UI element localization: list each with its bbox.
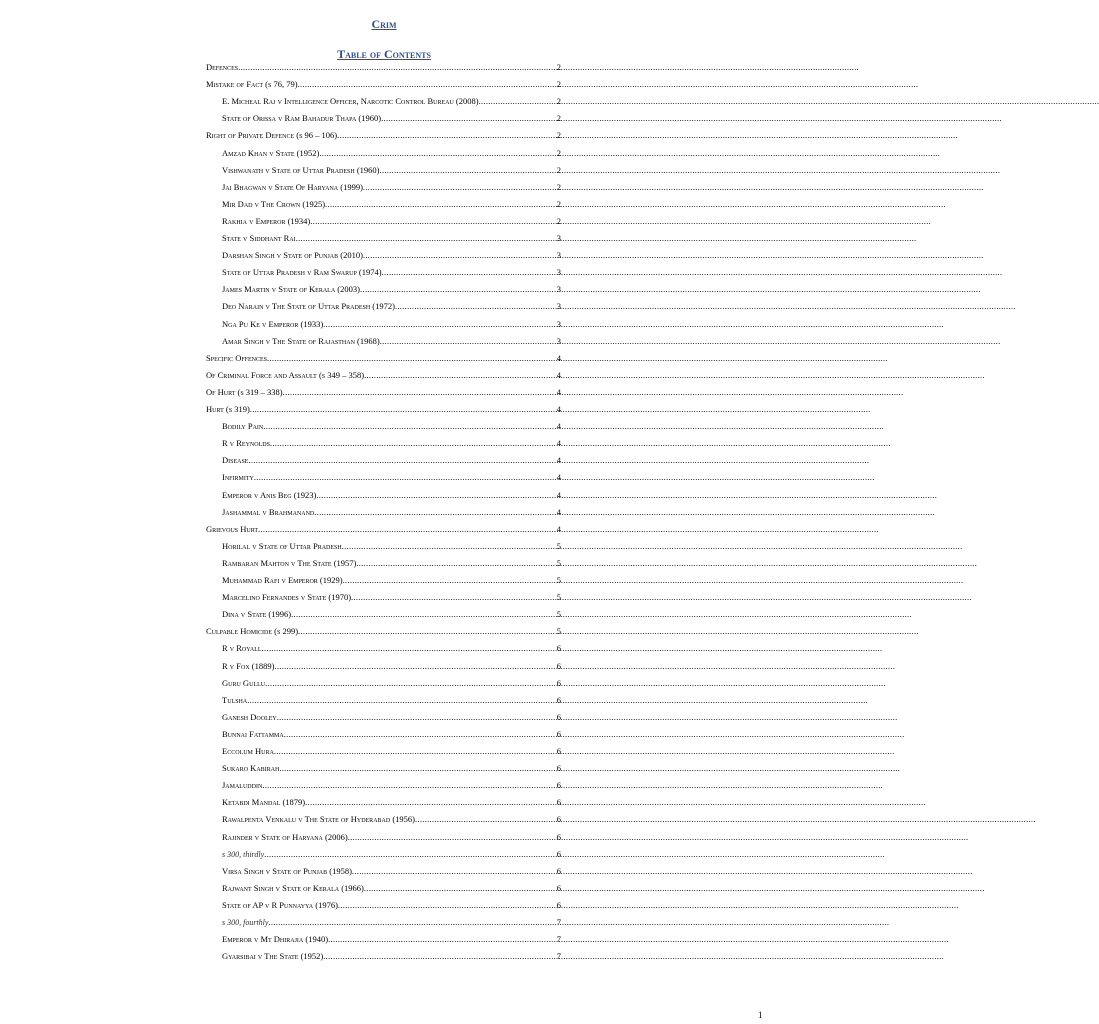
- toc-entry[interactable]: [222, 677, 561, 689]
- toc-entry[interactable]: [222, 796, 561, 808]
- toc-leader-dots: [250, 403, 556, 415]
- toc-leader-dots: [254, 471, 556, 483]
- toc-entry-page: 5: [556, 592, 561, 603]
- toc-entry[interactable]: [222, 608, 561, 620]
- toc-entry[interactable]: [206, 523, 561, 535]
- toc-entry-title: Dina v State (1996): [222, 609, 292, 620]
- toc-entry[interactable]: [222, 266, 561, 278]
- toc-entry-title: Mir Dad v The Crown (1925): [222, 198, 326, 209]
- toc-entry-title: Deo Narain v The State of Uttar Pradesh (1972): [222, 301, 395, 312]
- toc-entry-title: Amzad Khan v State (1952): [222, 147, 320, 158]
- toc-entry-page: 2: [556, 198, 561, 209]
- toc-leader-dots: [264, 848, 556, 860]
- toc-leader-dots: [247, 694, 556, 706]
- toc-entry[interactable]: [222, 916, 561, 928]
- toc-entry-title: Bodily Pain: [222, 421, 264, 432]
- toc-leader-dots: [325, 198, 556, 210]
- toc-leader-dots: [415, 813, 556, 825]
- toc-entry-title: Rambaran Mahton v The State (1957): [222, 557, 357, 568]
- toc-entry-title: Mistake of Fact (s 76, 79): [206, 79, 298, 90]
- toc-entry-page: 6: [556, 899, 561, 910]
- toc-leader-dots: [274, 745, 556, 757]
- toc-entry-page: 3: [556, 284, 561, 295]
- toc-entry[interactable]: [222, 454, 561, 466]
- toc-entry[interactable]: [206, 625, 561, 637]
- toc-entry-page: 3: [556, 233, 561, 243]
- toc-entry-title: Horilal v State of Uttar Pradesh: [222, 540, 342, 551]
- toc-entry-page: 6: [556, 677, 561, 688]
- toc-entry-page: 6: [556, 831, 561, 842]
- toc-entry[interactable]: [222, 591, 561, 603]
- toc-entry[interactable]: [222, 215, 561, 227]
- document-title: Crim: [371, 17, 397, 31]
- toc-entry[interactable]: [222, 574, 561, 586]
- toc-entry[interactable]: [222, 164, 561, 176]
- toc-entry[interactable]: [222, 950, 561, 962]
- toc-entry[interactable]: [222, 660, 561, 672]
- toc-entry[interactable]: [222, 506, 561, 518]
- toc-entry-page: 5: [556, 557, 561, 568]
- toc-entry-page: 4: [556, 369, 561, 380]
- toc-entry-title: R v Reynolds: [222, 438, 270, 449]
- toc-leader-dots: [380, 164, 556, 176]
- toc-entry[interactable]: [222, 882, 561, 894]
- toc-entry[interactable]: [222, 420, 561, 432]
- toc-entry[interactable]: [222, 95, 561, 107]
- toc-entry-title: Rajwant Singh v State of Kerala (1966): [222, 882, 364, 893]
- toc-leader-dots: [283, 386, 556, 398]
- toc-entry-title: s 300, thirdly: [222, 849, 265, 859]
- toc-entry[interactable]: [222, 711, 561, 723]
- toc-entry-page: 4: [556, 455, 561, 466]
- toc-leader-dots: [258, 523, 556, 535]
- toc-entry-page: 6: [556, 797, 561, 808]
- toc-entry-title: Specific Offences: [206, 352, 268, 363]
- toc-entry-page: 2: [556, 113, 561, 124]
- toc-entry[interactable]: [222, 779, 561, 791]
- toc-leader-dots: [364, 882, 556, 894]
- toc-entry[interactable]: [222, 865, 561, 877]
- toc-entry[interactable]: [222, 728, 561, 740]
- toc-entry-title: Tulsha: [222, 694, 248, 705]
- toc-entry[interactable]: [222, 181, 561, 193]
- toc-entry-page: 6: [556, 780, 561, 791]
- toc-entry-title: Jashammal v Brahmanand: [222, 506, 315, 517]
- toc-entry-title: Jai Bhagwan v State Of Haryana (1999): [222, 181, 363, 192]
- toc-entry-page: 2: [556, 62, 561, 72]
- toc-entry-page: 6: [556, 865, 561, 876]
- toc-entry-title: State of Uttar Pradesh v Ram Swarup (1974): [222, 267, 382, 278]
- toc-leader-dots: [263, 420, 556, 432]
- toc-entry-page: 2: [556, 181, 561, 192]
- toc-entry[interactable]: [222, 762, 561, 774]
- toc-entry-title: Rajinder v State of Haryana (2006): [222, 831, 348, 842]
- toc-entry-title: Emperor v Anis Beg (1923): [222, 489, 317, 500]
- toc-entry-title: Ketabdi Mandal (1879): [222, 797, 306, 808]
- toc-entry[interactable]: [222, 899, 561, 911]
- toc-leader-dots: [337, 129, 556, 141]
- toc-entry-page: 5: [556, 609, 561, 620]
- toc-entry[interactable]: [222, 147, 561, 159]
- toc-entry-page: 4: [556, 438, 561, 449]
- toc-leader-dots: [343, 574, 556, 586]
- toc-leader-dots: [360, 283, 556, 295]
- toc-leader-dots: [356, 557, 555, 569]
- toc-entry-page: 4: [556, 352, 561, 363]
- toc-entry-page: 3: [556, 318, 561, 329]
- toc-entry-title: Muhammad Rafi v Emperor (1929): [222, 575, 343, 585]
- toc-entry-page: 4: [556, 421, 561, 432]
- toc-entry[interactable]: [222, 318, 561, 330]
- toc-entry-title: E. Micheal Raj v Intelligence Officer, Narcotic Control Bureau (2008): [222, 96, 479, 107]
- toc-entry-title: Gyarsibai v The State (1952): [222, 951, 324, 962]
- toc-entry-title: Infirmity: [222, 472, 254, 483]
- toc-entry[interactable]: [222, 249, 561, 261]
- toc-leader-dots: [284, 728, 556, 740]
- toc-leader-dots: [352, 865, 556, 877]
- toc-leader-dots: [262, 642, 556, 654]
- toc-leader-dots: [363, 249, 556, 261]
- toc-entry[interactable]: [206, 386, 561, 398]
- toc-entry[interactable]: [222, 745, 561, 757]
- toc-entry[interactable]: [222, 198, 561, 210]
- toc-entry[interactable]: [222, 471, 561, 483]
- toc-leader-dots: [323, 318, 556, 330]
- toc-entry-title: Grievous Hurt: [206, 523, 259, 534]
- toc-entry[interactable]: [222, 848, 561, 860]
- toc-entry[interactable]: [222, 813, 561, 825]
- toc-entry-title: Disease: [222, 455, 249, 466]
- toc-leader-dots: [314, 506, 556, 518]
- toc-leader-dots: [381, 112, 556, 124]
- toc-leader-dots: [338, 899, 556, 911]
- toc-entry[interactable]: [206, 78, 561, 90]
- toc-entry[interactable]: [206, 403, 561, 415]
- toc-entry-title: Defences: [206, 62, 239, 72]
- toc-entry-page: 6: [556, 763, 561, 774]
- toc-entry-page: 7: [556, 951, 561, 962]
- toc-entry-title: Vishwanath v State of Uttar Pradesh (1960): [222, 164, 380, 175]
- toc-entry[interactable]: [222, 335, 561, 347]
- toc-leader-dots: [268, 916, 555, 928]
- toc-leader-dots: [265, 677, 556, 689]
- toc-leader-dots: [274, 660, 555, 672]
- toc-entry-page: 6: [556, 694, 561, 705]
- toc-entry[interactable]: [206, 61, 561, 73]
- toc-entry-page: 6: [556, 660, 561, 671]
- toc-leader-dots: [479, 95, 556, 107]
- toc-leader-dots: [342, 540, 556, 552]
- toc-entry-page: 3: [556, 267, 561, 278]
- toc-entry[interactable]: [222, 694, 561, 706]
- toc-entry-page: 3: [556, 250, 561, 261]
- toc-entry-title: Marcelino Fernandes v State (1970): [222, 592, 352, 603]
- toc-leader-dots: [382, 266, 556, 278]
- toc-leader-dots: [298, 78, 556, 90]
- toc-leader-dots: [238, 61, 556, 73]
- toc-entry-title: Ganesh Dooley: [222, 711, 277, 722]
- toc-entry-page: 5: [556, 626, 561, 637]
- toc-entry-page: 3: [556, 301, 561, 312]
- toc-leader-dots: [395, 300, 556, 312]
- toc-entry[interactable]: [206, 129, 561, 141]
- toc-entry-page: 2: [556, 147, 561, 158]
- toc-entry[interactable]: [222, 642, 561, 654]
- toc-entry-title: James Martin v State of Kerala (2003): [222, 284, 360, 295]
- toc-entry-title: Culpable Homicide (s 299): [206, 626, 299, 637]
- toc-entry-page: 2: [556, 96, 561, 107]
- toc-entry[interactable]: [222, 540, 561, 552]
- toc-entry[interactable]: [206, 369, 561, 381]
- toc-leader-dots: [248, 454, 555, 466]
- toc-leader-dots: [348, 831, 556, 843]
- toc-entry[interactable]: [222, 283, 561, 295]
- toc-entry[interactable]: [222, 831, 561, 843]
- toc-leader-dots: [364, 369, 556, 381]
- toc-entry[interactable]: [222, 437, 561, 449]
- toc-entry[interactable]: [222, 557, 561, 569]
- toc-leader-dots: [270, 437, 556, 449]
- toc-entry[interactable]: [222, 300, 561, 312]
- toc-entry-title: Sukaro Kabirah: [222, 763, 280, 774]
- toc-entry-title: Amar Singh v The State of Rajasthan (1968): [222, 335, 380, 346]
- toc-entry-title: State of AP v R Punnayya (1976): [222, 899, 338, 910]
- toc-entry[interactable]: [222, 933, 561, 945]
- toc-entry-page: 3: [556, 335, 561, 346]
- toc-entry-title: State of Orissa v Ram Bahadur Thapa (1960): [222, 113, 382, 124]
- toc-entry-page: 2: [556, 79, 561, 90]
- toc-entry-page: 4: [556, 404, 561, 414]
- toc-entry-page: 2: [556, 215, 561, 226]
- toc-entry-page: 4: [556, 489, 561, 500]
- toc-entry-page: 4: [556, 523, 561, 534]
- toc-entry-page: 7: [556, 934, 561, 945]
- toc-entry-page: 4: [556, 386, 561, 397]
- toc-entry-title: Bunnai Fattamma: [222, 728, 284, 739]
- toc-entry-title: Of Hurt (s 319 – 338): [206, 386, 283, 397]
- toc-entry-title: Of Criminal Force and Assault (s 349 – 358): [206, 369, 365, 380]
- toc-entry-page: 4: [556, 472, 561, 483]
- toc-leader-dots: [267, 352, 556, 364]
- toc-entry-title: Eccolum Hura: [222, 746, 274, 756]
- toc-leader-dots: [262, 779, 555, 791]
- page-number: 1: [758, 1010, 763, 1020]
- toc-entry-page: 6: [556, 728, 561, 739]
- toc-leader-dots: [291, 608, 556, 620]
- toc-entry-page: 6: [556, 882, 561, 893]
- toc-entry-title: Nga Pu Ke v Emperor (1933): [222, 318, 324, 329]
- toc-entry-title: Hurt (s 319): [206, 404, 250, 414]
- toc-entry-title: R v Fox (1889): [222, 660, 275, 671]
- toc-entry[interactable]: [222, 112, 561, 124]
- toc-leader-dots: [298, 625, 556, 637]
- toc-entry-title: Right of Private Defence (s 96 – 106): [206, 130, 338, 141]
- toc-entry-title: Emperor v Mt Dhirajia (1940): [222, 934, 329, 945]
- toc-leader-dots: [323, 950, 556, 962]
- toc-entry-title: Virsa Singh v State of Punjab (1958): [222, 865, 352, 876]
- toc-leader-dots: [316, 489, 555, 501]
- toc-leader-dots: [380, 335, 556, 347]
- toc-leader-dots: [351, 591, 556, 603]
- toc-entry-page: 4: [556, 506, 561, 517]
- toc-leader-dots: [363, 181, 556, 193]
- toc-leader-dots: [305, 796, 556, 808]
- toc-entry-page: 6: [556, 711, 561, 722]
- toc-entry-title: Guru Gullu: [222, 677, 266, 688]
- toc-entry-title: Jamaluddin: [222, 780, 263, 791]
- toc-entry-page: 6: [556, 746, 561, 756]
- toc-entry-title: Rawalpenta Venkalu v The State of Hyderabad (1956): [222, 814, 415, 825]
- toc-entry-title: Darshan Singh v State of Punjab (2010): [222, 250, 363, 261]
- toc-leader-dots: [277, 711, 556, 723]
- toc-entry[interactable]: [222, 232, 561, 244]
- toc-entry[interactable]: [206, 352, 561, 364]
- toc-entry-title: State v Siddhant Rai: [222, 233, 296, 243]
- toc-entry-title: Rakhia v Emperor (1934): [222, 215, 311, 226]
- toc-leader-dots: [279, 762, 555, 774]
- toc-entry-page: 6: [556, 848, 561, 859]
- toc-entry-page: 5: [556, 540, 561, 551]
- toc-heading: Table of Contents: [337, 47, 431, 61]
- toc-entry-page: 2: [556, 164, 561, 175]
- toc-entry-page: 2: [556, 130, 561, 141]
- toc-leader-dots: [319, 147, 555, 159]
- toc-entry-title: s 300, fourthly: [222, 918, 269, 927]
- toc-leader-dots: [296, 232, 556, 244]
- toc-entry-page: 6: [556, 643, 561, 654]
- toc-entry-page: 5: [556, 575, 561, 585]
- toc-entry[interactable]: [222, 489, 561, 501]
- toc-entry-page: 6: [556, 814, 561, 825]
- toc-entry-page: 7: [556, 917, 561, 927]
- toc-entry-title: R v Royall: [222, 643, 262, 654]
- toc-leader-dots: [328, 933, 556, 945]
- toc-leader-dots: [310, 215, 556, 227]
